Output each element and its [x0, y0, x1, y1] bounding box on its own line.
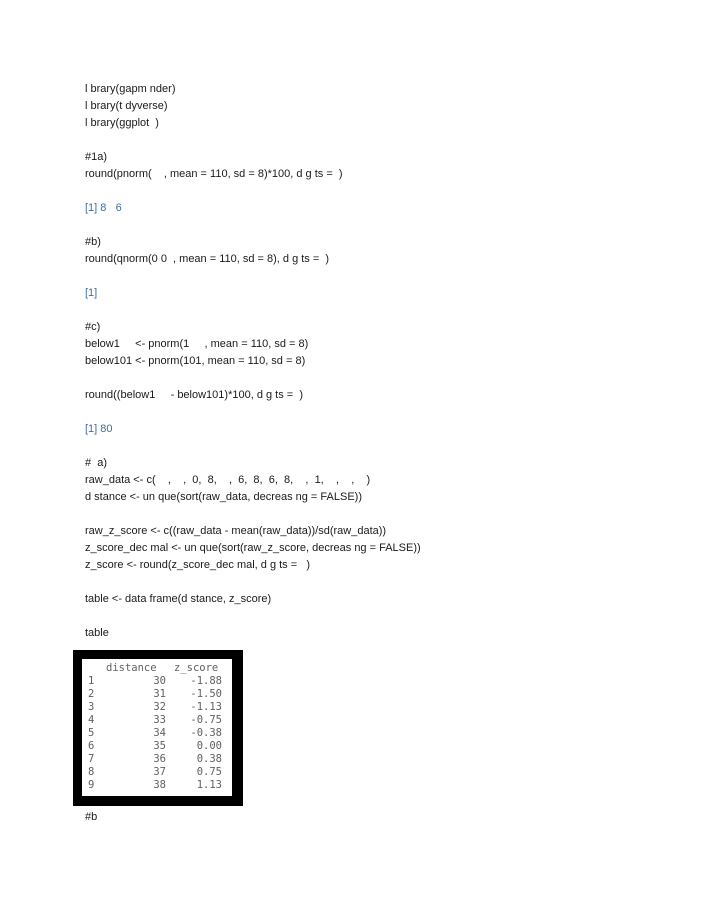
row-index: 4 — [88, 714, 95, 726]
row-index: 9 — [88, 779, 95, 791]
code-line-below1: below1 <- pnorm(1 , mean = 110, sd = 8) — [85, 338, 309, 350]
comment-a: # a) — [85, 457, 108, 469]
distance-cell: 38 — [153, 779, 166, 791]
table-row — [82, 740, 232, 752]
code-line-library-ggplot: l brary(ggplot ) — [85, 117, 159, 129]
row-index: 3 — [88, 701, 95, 713]
comment-b: #b) — [85, 236, 101, 248]
code-line-below101: below101 <- pnorm(101, mean = 110, sd = 8) — [85, 355, 306, 367]
distance-cell: 33 — [153, 714, 166, 726]
table-row — [82, 714, 232, 726]
z-score-cell: 0.75 — [196, 766, 222, 778]
z-score-cell: 0.38 — [196, 753, 222, 765]
code-line-qnorm: round(qnorm(0 0 , mean = 110, sd = 8), d g ts = ) — [85, 253, 330, 265]
z-score-cell: 1.13 — [196, 779, 222, 791]
table-row — [82, 779, 232, 791]
z-score-cell: -1.88 — [190, 675, 222, 687]
code-line-z-score-decimal: z_score_dec mal <- un que(sort(raw_z_score, decreas ng = FALSE)) — [85, 542, 421, 554]
code-line-table: table — [85, 627, 109, 639]
table-header-z-score: z_score — [174, 662, 219, 674]
comment-1a: #1a) — [85, 151, 108, 163]
table-row — [82, 688, 232, 700]
code-line-raw-z-score: raw_z_score <- c((raw_data - mean(raw_data))/sd(raw_data)) — [85, 525, 387, 537]
distance-cell: 30 — [153, 675, 166, 687]
row-index: 5 — [88, 727, 95, 739]
comment-b-final: #b — [85, 811, 98, 823]
table-row — [82, 675, 232, 687]
distance-cell: 34 — [153, 727, 166, 739]
table-row — [82, 766, 232, 778]
table-row — [82, 701, 232, 713]
table-header-distance: distance — [106, 662, 157, 674]
output-1a: [1] 8 6 — [85, 202, 122, 214]
code-line-raw-data: raw_data <- c( , , 0, 8, , 6, 8, 6, 8, , 1, , , ) — [85, 474, 371, 486]
row-index: 2 — [88, 688, 95, 700]
output-c: [1] 80 — [85, 423, 113, 435]
distance-cell: 36 — [153, 753, 166, 765]
distance-cell: 32 — [153, 701, 166, 713]
row-index: 1 — [88, 675, 95, 687]
code-line-table-assign: table <- data frame(d stance, z_score) — [85, 593, 272, 605]
distance-cell: 37 — [153, 766, 166, 778]
distance-cell: 35 — [153, 740, 166, 752]
code-line-round-diff: round((below1 - below101)*100, d g ts = ) — [85, 389, 303, 401]
table-row — [82, 753, 232, 765]
z-score-cell: -1.13 — [190, 701, 222, 713]
z-score-cell: -0.75 — [190, 714, 222, 726]
code-line-pnorm: round(pnorm( , mean = 110, sd = 8)*100, d g ts = ) — [85, 168, 343, 180]
comment-c: #c) — [85, 321, 101, 333]
z-score-cell: -0.38 — [190, 727, 222, 739]
code-line-distance: d stance <- un que(sort(raw_data, decreas ng = FALSE)) — [85, 491, 362, 503]
row-index: 8 — [88, 766, 95, 778]
code-line-library-tidyverse: l brary(t dyverse) — [85, 100, 168, 112]
code-line-library-gapminder: l brary(gapm nder) — [85, 83, 176, 95]
table-output-image — [73, 650, 243, 806]
z-score-cell: 0.00 — [196, 740, 222, 752]
z-score-cell: -1.50 — [190, 688, 222, 700]
code-line-z-score: z_score <- round(z_score_dec mal, d g ts = ) — [85, 559, 310, 571]
table-row — [82, 727, 232, 739]
table-output — [82, 659, 232, 796]
output-b: [1] — [85, 287, 98, 299]
distance-cell: 31 — [153, 688, 166, 700]
row-index: 7 — [88, 753, 95, 765]
table-header-row — [82, 662, 232, 674]
row-index: 6 — [88, 740, 95, 752]
